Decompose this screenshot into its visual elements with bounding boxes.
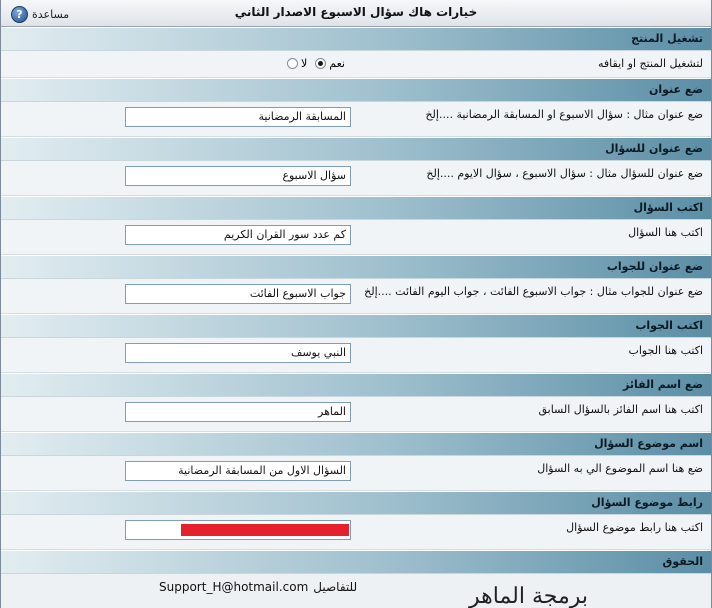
redacted-bar: [181, 524, 349, 536]
row-topic-name: [1, 456, 711, 491]
radio-yes[interactable]: نعم: [315, 57, 345, 70]
field-label: اكتب هنا اسم الفائز بالسؤال السابق: [538, 403, 703, 416]
contact-label: للتفاصيل: [313, 580, 358, 594]
question-title-input[interactable]: سؤال الاسبوع: [125, 166, 351, 186]
question-input[interactable]: كم عدد سور القران الكريم: [125, 225, 351, 245]
row-topic-link: [1, 515, 711, 550]
radio-no[interactable]: لا: [287, 57, 307, 70]
help-label[interactable]: مساعدة: [32, 8, 70, 21]
product-toggle-radio-group: [287, 57, 345, 70]
window-title: خيارات هاك سؤال الاسبوع الاصدار الثاني: [234, 5, 478, 19]
field-label: ضع عنوان للجواب مثال : جواب الاسبوع الفائت ، جواب اليوم الفائت ....إلخ: [364, 285, 703, 298]
radio-no-input[interactable]: [287, 58, 298, 69]
row-winner: [1, 397, 711, 432]
row-title: [1, 102, 711, 137]
answer-title-input[interactable]: جواب الاسبوع الفائت: [125, 284, 351, 304]
section-header-topic-name: اسم موضوع السؤال: [1, 432, 711, 456]
field-label: ضع عنوان للسؤال مثال : سؤال الاسبوع ، سؤال الايوم ....إلخ: [426, 167, 703, 180]
section-header-question-title: ضع عنوان للسؤال: [1, 137, 711, 161]
row-answer-title: [1, 279, 711, 314]
field-label: لتشغيل المنتج او ايقافه: [598, 57, 703, 70]
field-label: ضع هنا اسم الموضوع الي به السؤال: [537, 462, 703, 475]
topic-name-input[interactable]: السؤال الاول من المسابقة الرمضانية: [125, 461, 351, 481]
section-header-product-toggle: تشغيل المنتج: [1, 27, 711, 51]
field-label: اكتب هنا السؤال: [628, 226, 703, 239]
section-header-rights: الحقوق: [1, 550, 711, 574]
rights-footer: [1, 574, 711, 608]
contact-email[interactable]: Support_H@hotmail.com: [159, 580, 309, 594]
field-label: اكتب هنا الجواب: [628, 344, 703, 357]
section-header-title: ضع عنوان: [1, 78, 711, 102]
field-label: ضع عنوان مثال : سؤال الاسبوع او المسابقة الرمضانية ....إلخ: [425, 108, 703, 121]
section-header-answer: اكتب الجواب: [1, 314, 711, 338]
section-header-answer-title: ضع عنوان للجواب: [1, 255, 711, 279]
title-input[interactable]: المسابقة الرمضانية: [125, 107, 351, 127]
title-bar: [1, 0, 711, 27]
winner-input[interactable]: الماهر: [125, 402, 351, 422]
row-product-toggle: [1, 51, 711, 78]
brand-text: برمجة الماهر: [469, 584, 589, 608]
row-question-title: [1, 161, 711, 196]
field-label: اكتب هنا رابط موضوع السؤال: [566, 521, 703, 534]
section-header-winner: ضع اسم الفائز: [1, 373, 711, 397]
contact-line: [159, 580, 357, 594]
answer-input[interactable]: النبي يوسف: [125, 343, 351, 363]
row-answer: [1, 338, 711, 373]
help-button[interactable]: [11, 6, 69, 23]
section-header-topic-link: رابط موضوع السؤال: [1, 491, 711, 515]
radio-yes-input[interactable]: [315, 58, 326, 69]
row-question: [1, 220, 711, 255]
help-icon[interactable]: ?: [11, 6, 28, 23]
section-header-question: اكتب السؤال: [1, 196, 711, 220]
